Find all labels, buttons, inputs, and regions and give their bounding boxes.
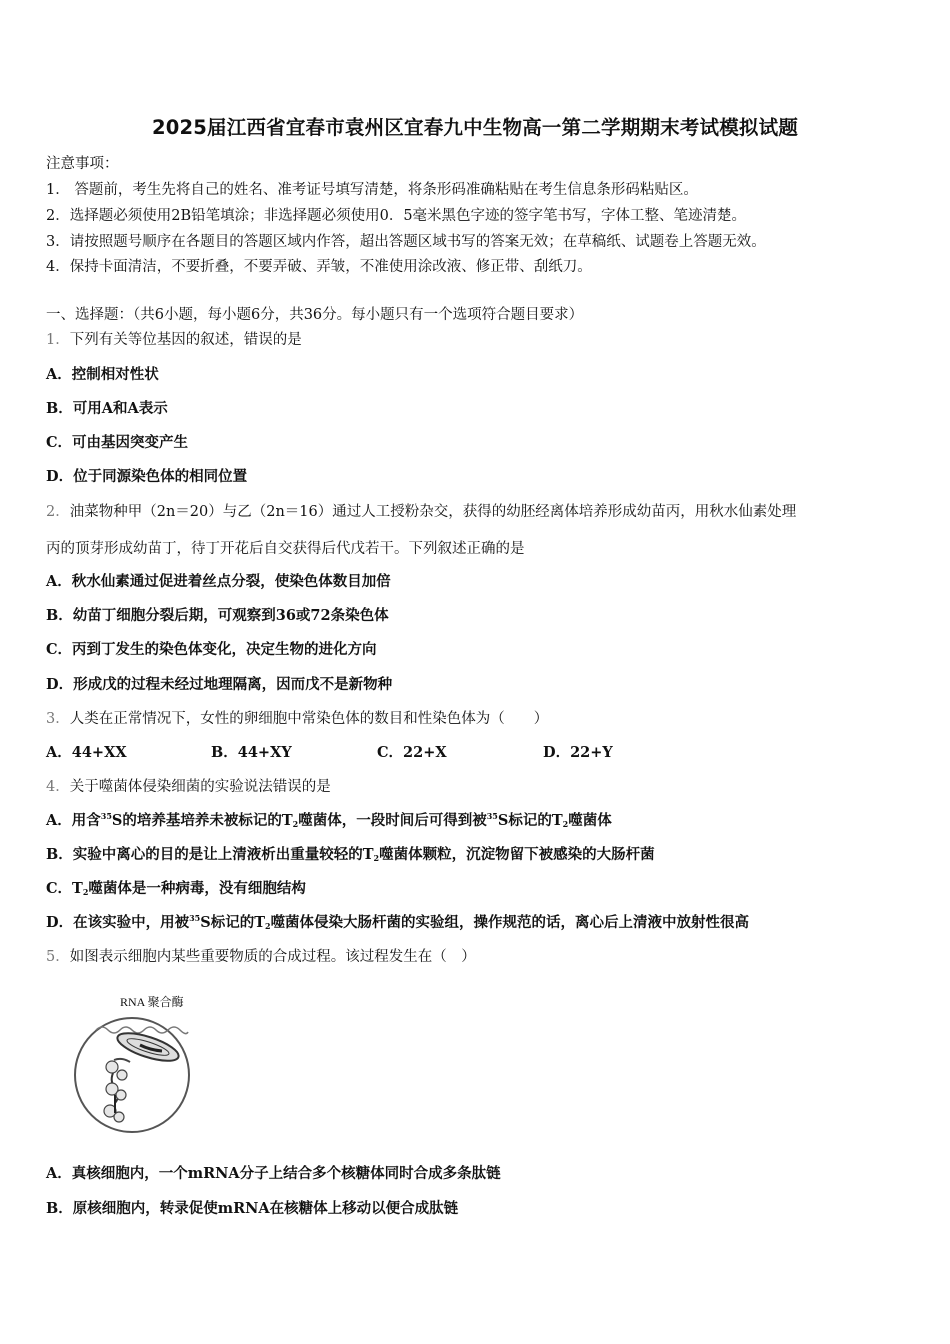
notice-item: 2．选择题必须使用2B铅笔填涂；非选择题必须使用0．5毫米黑色字迹的签字笔书写，字体工整、笔迹清楚。	[46, 208, 747, 224]
question-1-stem	[46, 328, 302, 349]
question-2-stem-cont: 丙的顶芽形成幼苗丁，待丁开花后自交获得后代戊若干。下列叙述正确的是	[46, 541, 525, 557]
q4-option-d: D．在该实验中，用被$^{35}$S标记的$T_2$噬菌体侵染大肠杆菌的实验组，操作规范的话，离心后上清液中放射性很高	[46, 913, 750, 931]
question-text: 关于噬菌体侵染细菌的实验说法错误的是	[69, 779, 331, 795]
question-text: 如图表示细胞内某些重要物质的合成过程。该过程发生在（ ）	[69, 949, 476, 965]
q1-option-c: C．可由基因突变产生	[46, 434, 189, 451]
q2-option-b: B．幼苗丁细胞分裂后期，可观察到36或72条染色体	[46, 607, 389, 624]
question-number: 4．	[46, 779, 70, 795]
question-number: 3．	[46, 711, 70, 727]
q3-option-a: A．44+XX	[46, 744, 127, 761]
section-heading: 一、选择题：（共6小题，每小题6分，共36分。每小题只有一个选项符合题目要求）	[46, 307, 584, 323]
question-number: 5．	[46, 949, 70, 965]
question-4-stem	[46, 775, 331, 796]
q5-option-a: A．真核细胞内，一个mRNA分子上结合多个核糖体同时合成多条肽链	[46, 1165, 501, 1182]
notice-item: 1． 答题前，考生先将自己的姓名、准考证号填写清楚，将条形码准确粘贴在考生信息条形码粘贴区。	[46, 182, 698, 198]
figure-label: RNA 聚合酶	[120, 995, 184, 1009]
question-number: 1．	[46, 332, 70, 348]
q3-option-c: C．22+X	[377, 744, 447, 761]
q4-option-a: A．用含$^{35}$S的培养基培养未被标记的$T_2$噬菌体，一段时间后可得到被$^{35}$S标记的$T_2$噬菌体	[46, 811, 612, 829]
notice-item: 3．请按照题号顺序在各题目的答题区域内作答，超出答题区域书写的答案无效；在草稿纸、试题卷上答题无效。	[46, 234, 766, 250]
q3-option-b: B．44+XY	[211, 744, 292, 761]
q2-option-d: D．形成戊的过程未经过地理隔离，因而戊不是新物种	[46, 676, 393, 693]
notice-item: 4．保持卡面清洁，不要折叠，不要弄破、弄皱，不准使用涂改液、修正带、刮纸刀。	[46, 259, 592, 275]
question-text: 下列有关等位基因的叙述，错误的是	[69, 332, 302, 348]
q4-option-b: B．实验中离心的目的是让上清液析出重量较轻的$T_2$噬菌体颗粒，沉淀物留下被感染的大肠杆菌	[46, 846, 655, 863]
question-text: 人类在正常情况下，女性的卵细胞中常染色体的数目和性染色体为（ ）	[69, 711, 549, 727]
q5-option-b: B．原核细胞内，转录促使mRNA在核糖体上移动以便合成肽链	[46, 1200, 459, 1217]
q1-option-d: D．位于同源染色体的相同位置	[46, 468, 248, 485]
question-text: 油菜物种甲（2n＝20）与乙（2n＝16）通过人工授粉杂交，获得的幼胚经离体培养形成幼苗丙，用秋水仙素处理	[69, 504, 797, 520]
q1-option-b: B．可用A和A表示	[46, 400, 168, 417]
q2-option-a: A．秋水仙素通过促进着丝点分裂，使染色体数目加倍	[46, 573, 391, 590]
question-5-stem	[46, 945, 476, 966]
notice-heading: 注意事项：	[46, 156, 119, 172]
question-number: 2．	[46, 504, 70, 520]
question-3-stem	[46, 707, 548, 728]
page-title: 2025届江西省宜春市袁州区宜春九中生物高一第二学期期末考试模拟试题	[151, 116, 799, 139]
q3-option-d: D．22+Y	[543, 744, 613, 761]
transcription-translation-figure	[68, 985, 208, 1145]
question-2-stem	[46, 500, 796, 521]
q4-option-c: C．$T_2$噬菌体是一种病毒，没有细胞结构	[46, 880, 306, 897]
q1-option-a: A．控制相对性状	[46, 366, 159, 383]
q2-option-c: C．丙到丁发生的染色体变化，决定生物的进化方向	[46, 641, 377, 658]
